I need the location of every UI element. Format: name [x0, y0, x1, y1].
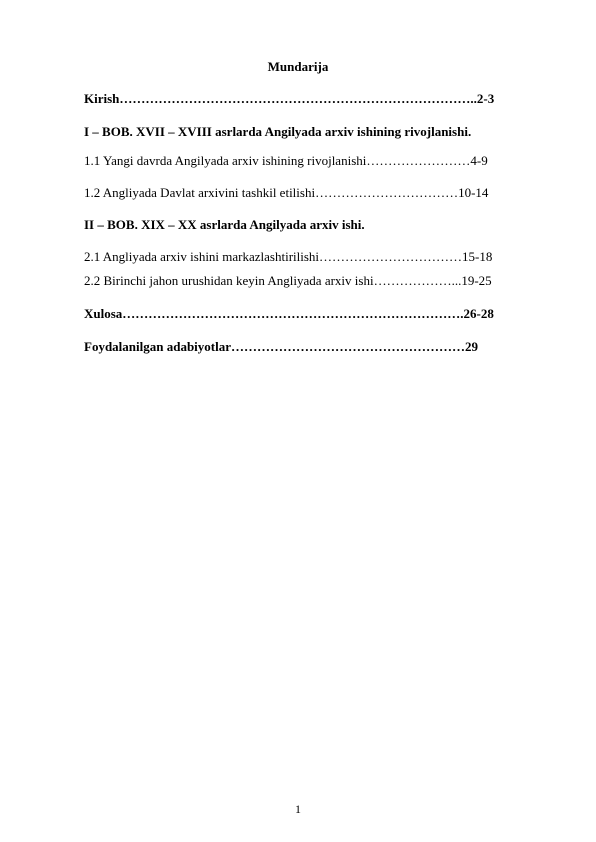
toc-entry-section-1-1: 1.1 Yangi davrda Angilyada arxiv ishining rivojlanishi……………………4-9 — [84, 153, 488, 168]
toc-entry-chapter-2: II – BOB. XIX – XX asrlarda Angilyada arxiv ishi. — [84, 217, 365, 232]
page-number: 1 — [295, 802, 301, 816]
toc-entry-chapter-1: I – BOB. XVII – XVIII asrlarda Angilyada arxiv ishining rivojlanishi. — [84, 124, 472, 139]
toc-entry-references: Foydalanilgan adabiyotlar………………………………………………29 — [84, 339, 478, 354]
page-title: Mundarija — [267, 59, 329, 74]
toc-entry-section-1-2: 1.2 Angliyada Davlat arxivini tashkil etilishi……………………………10-14 — [84, 185, 489, 200]
toc-entry-conclusion: Xulosa…………………………………………………………………….26-28 — [84, 306, 494, 321]
toc-entry-section-2-1: 2.1 Angliyada arxiv ishini markazlashtirilishi……………………………15-18 — [84, 249, 493, 264]
toc-entry-introduction: Kirish………………………………………………………………………..2-3 — [84, 91, 495, 106]
toc-entry-section-2-2: 2.2 Birinchi jahon urushidan keyin Angliyada arxiv ishi………………...19-25 — [84, 273, 492, 288]
